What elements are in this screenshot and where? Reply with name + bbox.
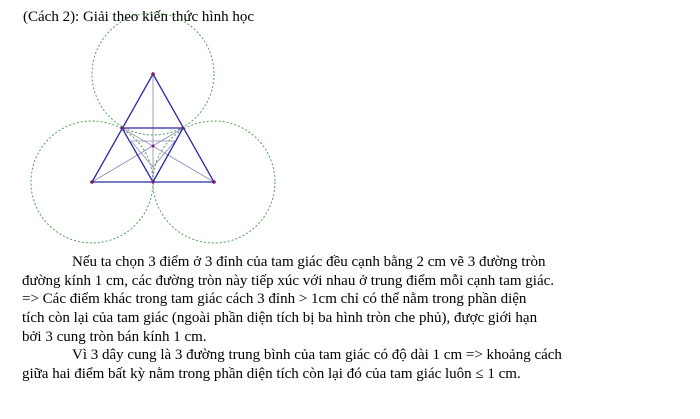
paragraph-2-line-1: Vì 3 dây cung là 3 đường trung bình của tam giác có độ dài 1 cm => khoảng cách (72, 347, 562, 363)
paragraph-1-line-2: đường kính 1 cm, các đường tròn này tiếp xúc với nhau ở trung điểm mỗi cạnh tam giác. (22, 272, 555, 289)
midpoint-left (120, 126, 123, 129)
paragraph-2-line-2: giữa hai điểm bất kỳ nằm trong phần diện tích còn lại đó của tam giác luôn ≤ 1 cm. (22, 365, 521, 382)
vertex-right (212, 180, 216, 184)
centroid (152, 145, 155, 148)
section-heading: (Cách 2): Giải theo kiến thức hình học (23, 9, 254, 25)
midpoint-triangle (122, 128, 183, 182)
paragraph-1-line-5: bởi 3 cung tròn bán kính 1 cm. (22, 328, 207, 345)
vertex-left (90, 180, 94, 184)
paragraph-1-line-4: tích còn lại của tam giác (ngoài phần diện tích bị ba hình tròn che phủ), được giới hạn (22, 310, 538, 327)
paragraph-1 (22, 253, 692, 347)
midpoint-right (181, 126, 184, 129)
paragraph-1-line-3: => Các điểm khác trong tam giác cách 3 đỉnh > 1cm chỉ có thể nằm trong phần diện (22, 291, 527, 308)
vertex-top (151, 72, 155, 76)
paragraph-1-line-1: Nếu ta chọn 3 điểm ở 3 đỉnh của tam giác đều cạnh bằng 2 cm vẽ 3 đường tròn (72, 254, 546, 270)
midpoint-bottom (151, 180, 154, 183)
paragraph-2 (22, 346, 692, 383)
